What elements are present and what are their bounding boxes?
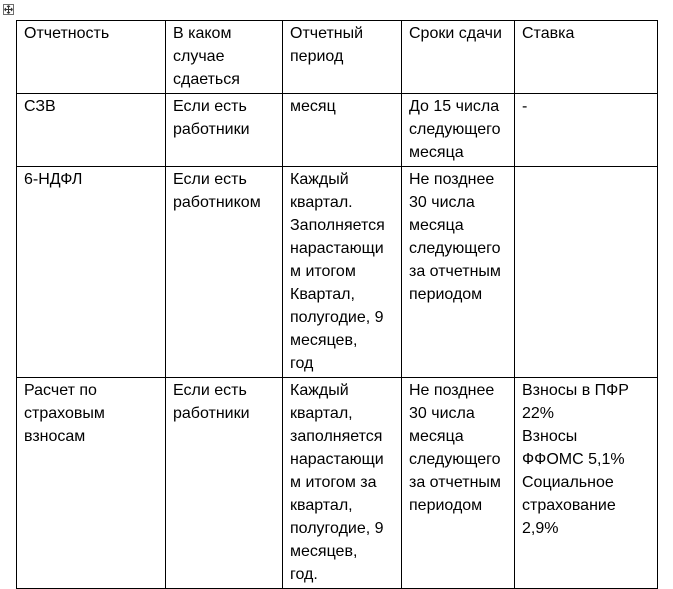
cell-rate: - xyxy=(515,94,658,167)
cell-deadline: Не позднее 30 числа месяца следующего за отчетным периодом xyxy=(402,378,515,589)
cell-period: Каждый квартал. Заполняется нарастающи м итогом Квартал, полугодие, 9 месяцев, год xyxy=(283,167,402,378)
table-move-handle-icon[interactable] xyxy=(3,4,14,15)
table-row xyxy=(17,167,658,378)
cell-rate xyxy=(515,167,658,378)
cell-condition: Если есть работником xyxy=(166,167,283,378)
cell-report-name: СЗВ xyxy=(17,94,166,167)
cell-deadline: До 15 числа следующего месяца xyxy=(402,94,515,167)
cell-condition: Если есть работники xyxy=(166,94,283,167)
cell-condition: Если есть работники xyxy=(166,378,283,589)
header-cell-reporting: Отчетность xyxy=(17,21,166,94)
header-cell-rate: Ставка xyxy=(515,21,658,94)
table-row xyxy=(17,378,658,589)
header-cell-period: Отчетный период xyxy=(283,21,402,94)
cell-period: Каждый квартал, заполняется нарастающи м итогом за квартал, полугодие, 9 месяцев, год. xyxy=(283,378,402,589)
reporting-table xyxy=(16,20,658,589)
table-header-row xyxy=(17,21,658,94)
header-cell-deadline: Сроки сдачи xyxy=(402,21,515,94)
cell-period: месяц xyxy=(283,94,402,167)
cell-report-name: 6-НДФЛ xyxy=(17,167,166,378)
table-row xyxy=(17,94,658,167)
cell-deadline: Не позднее 30 числа месяца следующего за отчетным периодом xyxy=(402,167,515,378)
cell-rate: Взносы в ПФР 22% Взносы ФФОМС 5,1% Социальное страхование 2,9% xyxy=(515,378,658,589)
cell-report-name: Расчет по страховым взносам xyxy=(17,378,166,589)
header-cell-condition: В каком случае сдаеться xyxy=(166,21,283,94)
